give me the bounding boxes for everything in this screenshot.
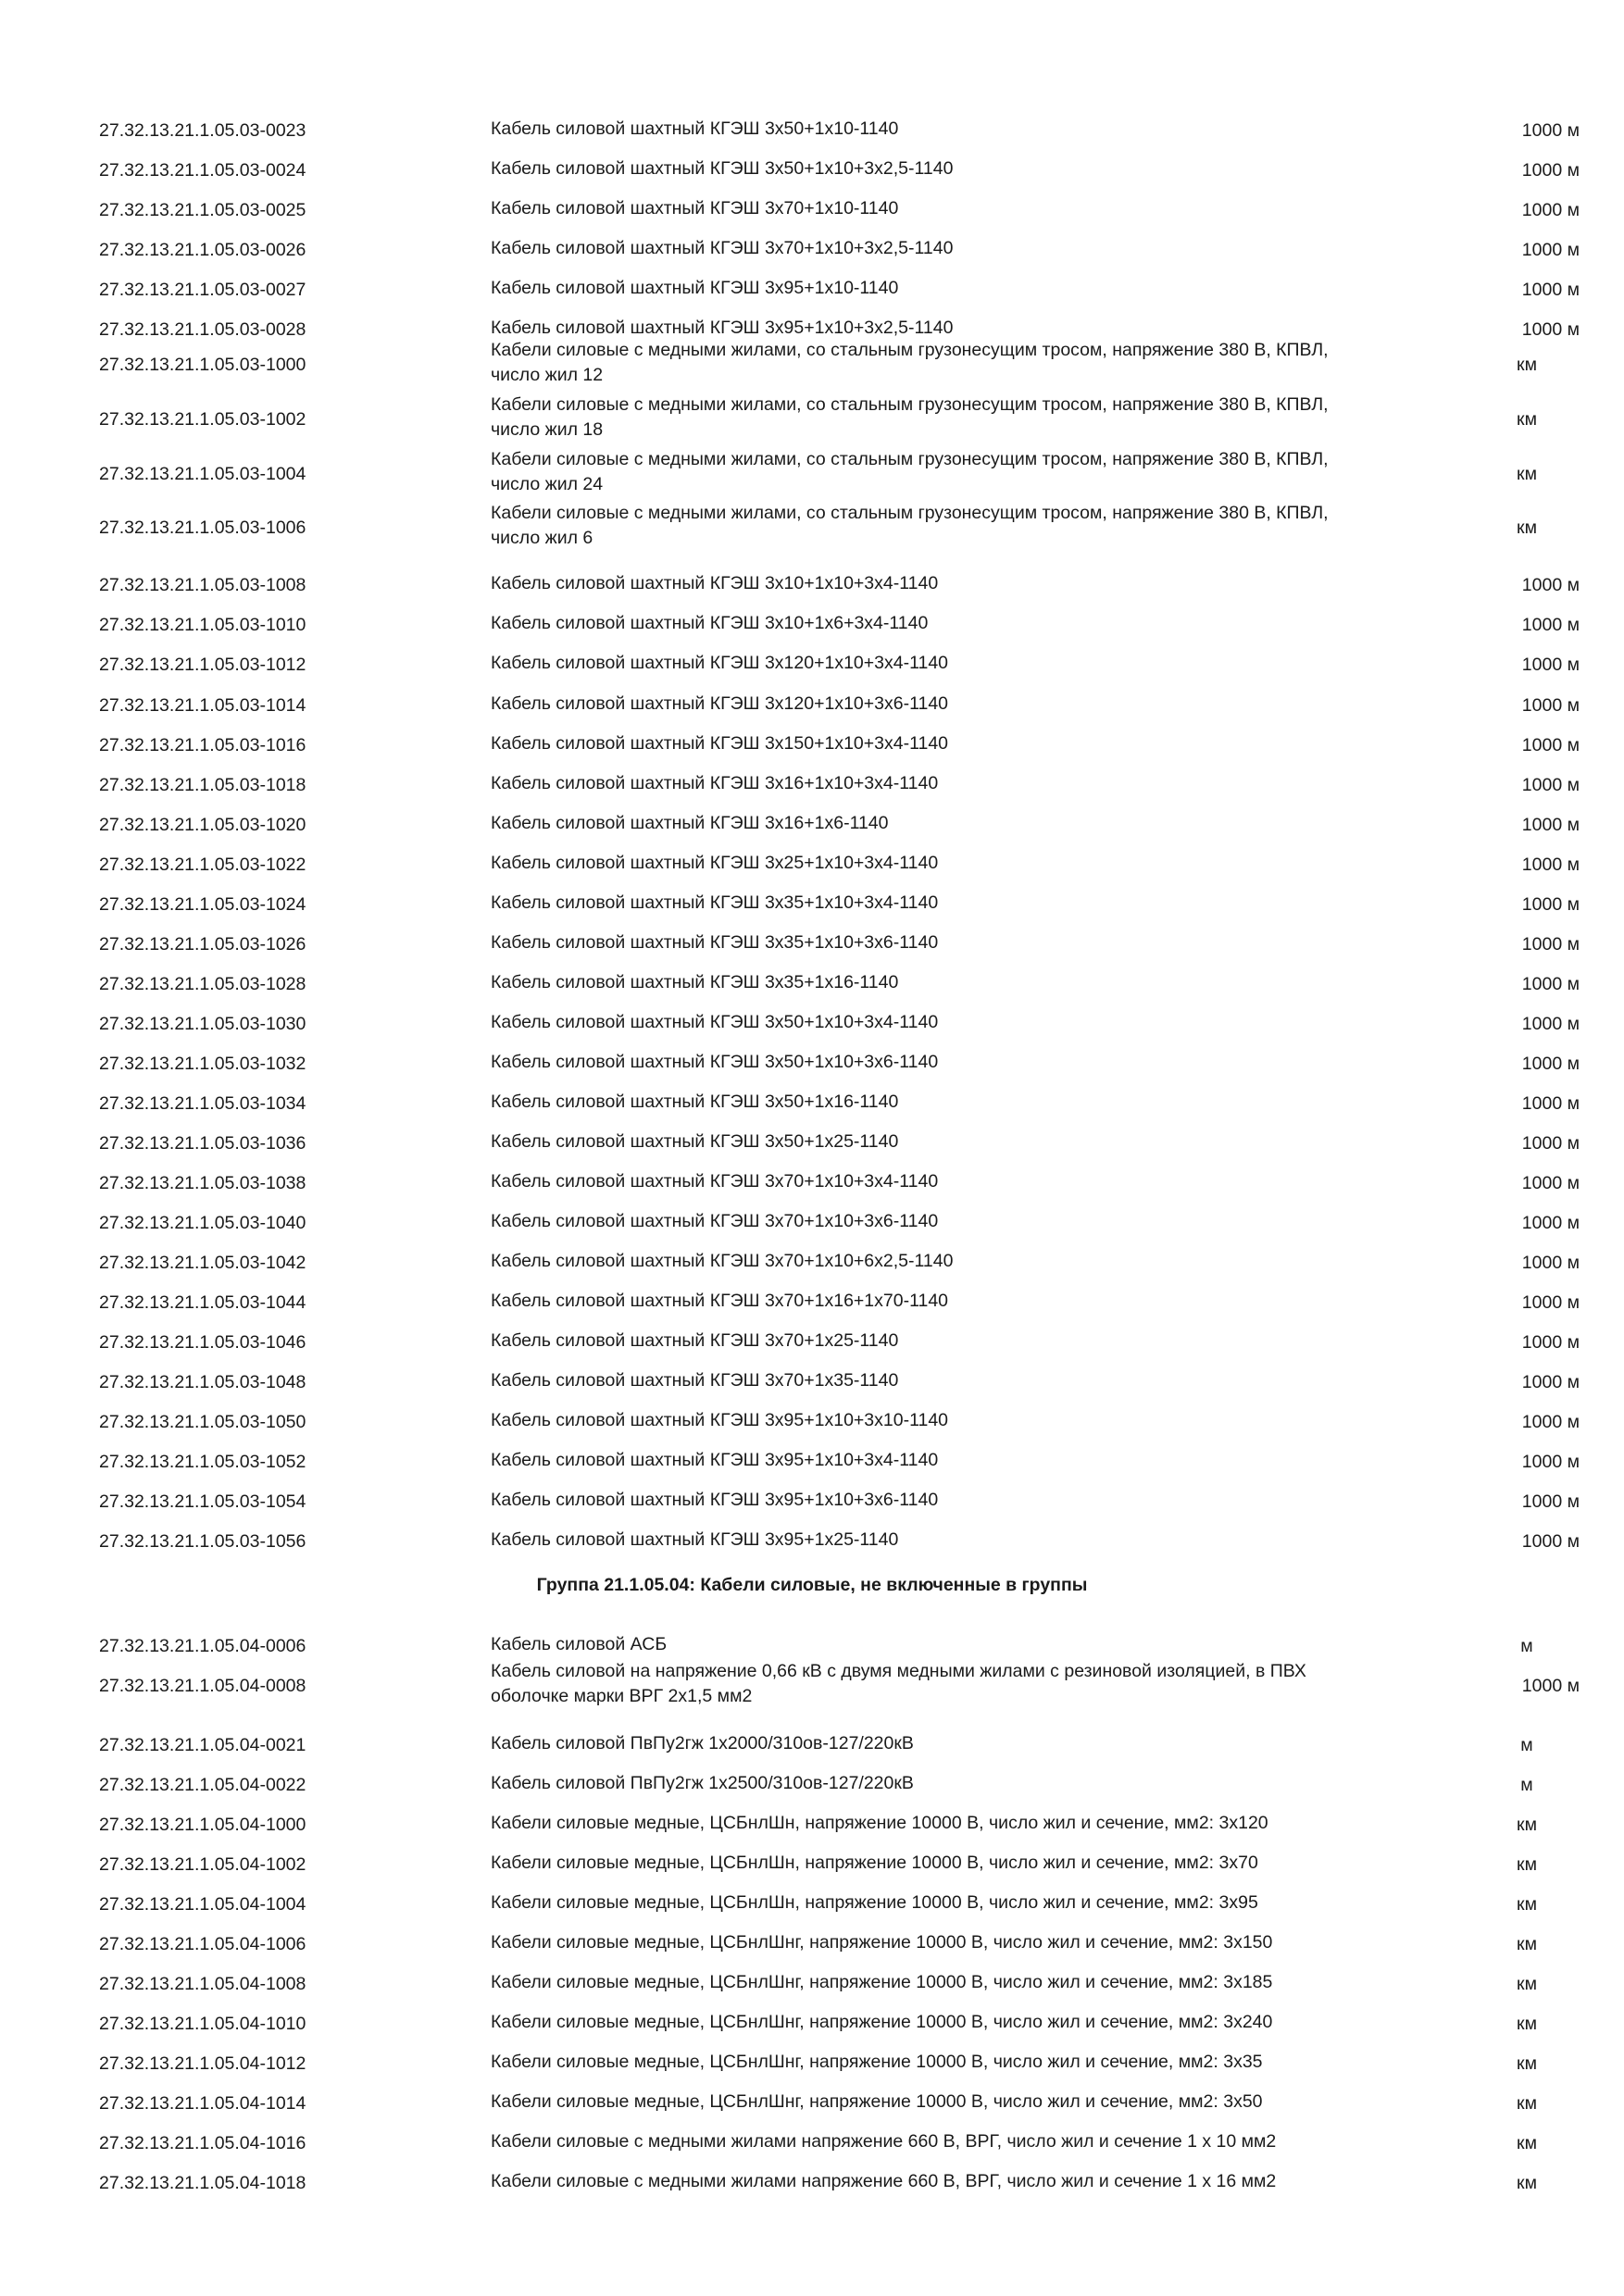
table-row	[0, 1213, 1624, 1238]
table-row	[0, 1452, 1624, 1477]
resource-name	[491, 1129, 1426, 1154]
unit-of-measure: км	[1517, 1894, 1537, 1915]
resource-name	[491, 501, 1426, 551]
table-row	[0, 1531, 1624, 1556]
resource-name	[491, 393, 1426, 443]
resource-code: 27.32.13.21.1.05.04-0006	[99, 1636, 306, 1656]
resource-name-line: Кабели силовые медные, ЦСБнлШнг, напряжение 10000 В, число жил и сечение, мм2: 3х185	[491, 1972, 1273, 1992]
resource-name-line: число жил 6	[491, 528, 593, 548]
resource-name-line: Кабель силовой шахтный КГЭШ 3х16+1х6-1140	[491, 813, 889, 833]
resource-code: 27.32.13.21.1.05.03-1050	[99, 1412, 306, 1432]
unit-of-measure: 1000 м	[1521, 1372, 1580, 1392]
resource-name	[491, 771, 1426, 796]
resource-code: 27.32.13.21.1.05.03-1040	[99, 1213, 306, 1233]
resource-code: 27.32.13.21.1.05.04-0021	[99, 1735, 306, 1755]
table-row	[0, 655, 1624, 680]
unit-of-measure: км	[1517, 1854, 1537, 1875]
resource-name-line: Кабели силовые медные, ЦСБнлШн, напряжение 10000 В, число жил и сечение, мм2: 3х95	[491, 1892, 1258, 1913]
resource-name	[491, 1771, 1426, 1796]
table-row	[0, 1372, 1624, 1397]
resource-name-line: Кабели силовые медные, ЦСБнлШн, напряжение 10000 В, число жил и сечение, мм2: 3х70	[491, 1853, 1258, 1873]
resource-code: 27.32.13.21.1.05.03-0027	[99, 280, 306, 300]
table-row	[0, 1735, 1624, 1760]
resource-code: 27.32.13.21.1.05.03-1032	[99, 1054, 306, 1074]
table-row	[0, 505, 1624, 555]
table-row	[0, 2133, 1624, 2158]
resource-name	[491, 236, 1426, 261]
table-row	[0, 1014, 1624, 1039]
resource-name	[491, 2169, 1426, 2194]
unit-of-measure: 1000 м	[1521, 160, 1580, 181]
resource-name	[491, 1289, 1426, 1314]
resource-code: 27.32.13.21.1.05.03-1034	[99, 1093, 306, 1114]
table-row	[0, 934, 1624, 959]
resource-name	[491, 692, 1426, 717]
resource-code: 27.32.13.21.1.05.03-1024	[99, 894, 306, 915]
unit-of-measure: 1000 м	[1521, 934, 1580, 955]
table-row	[0, 615, 1624, 640]
unit-of-measure: км	[1517, 518, 1537, 538]
unit-of-measure: км	[1517, 2014, 1537, 2034]
unit-of-measure: м	[1520, 1735, 1533, 1755]
resource-name-line: Кабель силовой шахтный КГЭШ 3х95+1х10+3х2,5-1140	[491, 318, 954, 338]
resource-code: 27.32.13.21.1.05.04-1018	[99, 2173, 306, 2193]
resource-name-line: Кабели силовые с медными жилами, со стальным грузонесущим тросом, напряжение 380 В, КПВЛ,	[491, 394, 1329, 415]
table-row	[0, 815, 1624, 840]
unit-of-measure: 1000 м	[1521, 695, 1580, 716]
unit-of-measure: 1000 м	[1521, 1676, 1580, 1696]
unit-of-measure: 1000 м	[1521, 775, 1580, 795]
resource-name	[491, 1368, 1426, 1393]
unit-of-measure: 1000 м	[1521, 655, 1580, 675]
unit-of-measure: 1000 м	[1521, 1491, 1580, 1512]
resource-name-line: Кабель силовой шахтный КГЭШ 3х70+1х16+1х70-1140	[491, 1291, 949, 1311]
resource-name	[491, 276, 1426, 301]
resource-name-line: Кабель силовой шахтный КГЭШ 3х95+1х10+3х10-1140	[491, 1410, 949, 1430]
resource-name-line: Кабель силовой шахтный КГЭШ 3х50+1х10+3х6-1140	[491, 1052, 939, 1072]
resource-code: 27.32.13.21.1.05.03-1000	[99, 355, 306, 375]
unit-of-measure: 1000 м	[1521, 575, 1580, 595]
resource-name	[491, 316, 1426, 341]
resource-code: 27.32.13.21.1.05.04-0022	[99, 1775, 306, 1795]
table-row	[0, 396, 1624, 446]
resource-name	[491, 1408, 1426, 1433]
resource-name-line: оболочке марки ВРГ 2х1,5 мм2	[491, 1686, 753, 1706]
table-row	[0, 2173, 1624, 2198]
table-row	[0, 1491, 1624, 1516]
table-row	[0, 280, 1624, 305]
resource-name-line: Кабели силовые медные, ЦСБнлШнг, напряжение 10000 В, число жил и сечение, мм2: 3х150	[491, 1932, 1273, 1953]
resource-code: 27.32.13.21.1.05.04-1016	[99, 2133, 306, 2153]
resource-name	[491, 811, 1426, 836]
resource-name-line: Кабель силовой шахтный КГЭШ 3х16+1х10+3х4-1140	[491, 773, 939, 793]
table-row	[0, 695, 1624, 720]
table-row	[0, 1815, 1624, 1840]
resource-code: 27.32.13.21.1.05.04-0008	[99, 1676, 306, 1696]
unit-of-measure: км	[1517, 409, 1537, 430]
resource-code: 27.32.13.21.1.05.04-1002	[99, 1854, 306, 1875]
resource-name-line: Кабель силовой шахтный КГЭШ 3х10+1х10+3х4-1140	[491, 573, 939, 593]
resource-name	[491, 1632, 1426, 1657]
resource-name	[491, 611, 1426, 636]
resource-name	[491, 1010, 1426, 1035]
unit-of-measure: 1000 м	[1521, 120, 1580, 141]
resource-name	[491, 571, 1426, 596]
resource-code: 27.32.13.21.1.05.03-1052	[99, 1452, 306, 1472]
unit-of-measure: 1000 м	[1521, 1173, 1580, 1193]
table-row	[0, 1934, 1624, 1959]
resource-code: 27.32.13.21.1.05.03-1008	[99, 575, 306, 595]
resource-name-line: Кабель силовой ПвПу2гж 1х2500/310ов-127/220кВ	[491, 1773, 914, 1793]
unit-of-measure: 1000 м	[1521, 280, 1580, 300]
resource-name	[491, 2050, 1426, 2075]
resource-name	[491, 1488, 1426, 1513]
resource-name	[491, 1209, 1426, 1234]
resource-name	[491, 1050, 1426, 1075]
table-row	[0, 2053, 1624, 2078]
resource-code: 27.32.13.21.1.05.03-1014	[99, 695, 306, 716]
resource-name-line: Кабель силовой шахтный КГЭШ 3х50+1х10-1140	[491, 119, 899, 139]
unit-of-measure: 1000 м	[1521, 974, 1580, 994]
resource-name-line: Кабели силовые медные, ЦСБнлШн, напряжение 10000 В, число жил и сечение, мм2: 3х120	[491, 1813, 1268, 1833]
resource-name	[491, 731, 1426, 756]
table-row	[0, 1093, 1624, 1118]
resource-code: 27.32.13.21.1.05.03-0028	[99, 319, 306, 340]
unit-of-measure: км	[1517, 464, 1537, 484]
unit-of-measure: 1000 м	[1521, 815, 1580, 835]
resource-code: 27.32.13.21.1.05.03-1022	[99, 855, 306, 875]
unit-of-measure: 1000 м	[1521, 1332, 1580, 1353]
unit-of-measure: км	[1517, 355, 1537, 375]
resource-name-line: Кабель силовой шахтный КГЭШ 3х70+1х35-1140	[491, 1370, 899, 1391]
resource-code: 27.32.13.21.1.05.03-1048	[99, 1372, 306, 1392]
table-row	[0, 855, 1624, 880]
table-row	[0, 200, 1624, 225]
table-row	[0, 1332, 1624, 1357]
unit-of-measure: км	[1517, 2173, 1537, 2193]
resource-name-line: Кабель силовой шахтный КГЭШ 3х70+1х10+3х4-1140	[491, 1171, 939, 1192]
resource-name	[491, 117, 1426, 142]
unit-of-measure: 1000 м	[1521, 200, 1580, 220]
resource-name	[491, 1930, 1426, 1955]
resource-name	[491, 447, 1426, 497]
table-row	[0, 1292, 1624, 1317]
resource-code: 27.32.13.21.1.05.04-1012	[99, 2053, 306, 2074]
resource-code: 27.32.13.21.1.05.03-1018	[99, 775, 306, 795]
resource-name-line: Кабель силовой шахтный КГЭШ 3х120+1х10+3х6-1140	[491, 693, 949, 714]
resource-code: 27.32.13.21.1.05.03-1046	[99, 1332, 306, 1353]
table-row	[0, 1133, 1624, 1158]
resource-code: 27.32.13.21.1.05.04-1010	[99, 2014, 306, 2034]
resource-name-line: Кабели силовые с медными жилами напряжение 660 В, ВРГ, число жил и сечение 1 х 10 мм2	[491, 2131, 1277, 2152]
resource-name-line: Кабели силовые медные, ЦСБнлШнг, напряжение 10000 В, число жил и сечение, мм2: 3х35	[491, 2052, 1263, 2072]
unit-of-measure: км	[1517, 1974, 1537, 1994]
resource-code: 27.32.13.21.1.05.03-1028	[99, 974, 306, 994]
table-row	[0, 974, 1624, 999]
resource-name-line: Кабели силовые с медными жилами, со стальным грузонесущим тросом, напряжение 380 В, КПВЛ,	[491, 449, 1329, 469]
resource-code: 27.32.13.21.1.05.03-1016	[99, 735, 306, 755]
table-row	[0, 1854, 1624, 1879]
resource-name-line: Кабель силовой шахтный КГЭШ 3х50+1х10+3х4-1140	[491, 1012, 939, 1032]
resource-code: 27.32.13.21.1.05.03-1042	[99, 1253, 306, 1273]
resource-code: 27.32.13.21.1.05.03-0024	[99, 160, 306, 181]
resource-name-line: число жил 24	[491, 474, 604, 494]
resource-name-line: Кабель силовой ПвПу2гж 1х2000/310ов-127/220кВ	[491, 1733, 914, 1753]
resource-name-line: Кабель силовой шахтный КГЭШ 3х70+1х10+6х2,5-1140	[491, 1251, 954, 1271]
resource-code: 27.32.13.21.1.05.04-1000	[99, 1815, 306, 1835]
unit-of-measure: 1000 м	[1521, 240, 1580, 260]
resource-name-line: Кабель силовой шахтный КГЭШ 3х70+1х25-1140	[491, 1330, 899, 1351]
resource-name	[491, 1448, 1426, 1473]
resource-code: 27.32.13.21.1.05.03-1012	[99, 655, 306, 675]
resource-code: 27.32.13.21.1.05.03-1030	[99, 1014, 306, 1034]
group-heading: Группа 21.1.05.04: Кабели силовые, не включенные в группы	[536, 1575, 1088, 1595]
unit-of-measure: м	[1520, 1775, 1533, 1795]
table-row	[0, 451, 1624, 501]
resource-name	[491, 1329, 1426, 1354]
table-row	[0, 1173, 1624, 1198]
resource-name-line: Кабель силовой шахтный КГЭШ 3х35+1х10+3х6-1140	[491, 932, 939, 953]
table-row	[0, 1775, 1624, 1800]
resource-name-line: Кабель силовой шахтный КГЭШ 3х50+1х16-1140	[491, 1092, 899, 1112]
resource-name-line: Кабель силовой на напряжение 0,66 кВ с двумя медными жилами с резиновой изоляцией, в ПВХ	[491, 1661, 1306, 1681]
resource-name-line: Кабель силовой шахтный КГЭШ 3х35+1х10+3х4-1140	[491, 892, 939, 913]
table-row	[0, 1253, 1624, 1278]
resource-name-line: Кабель силовой шахтный КГЭШ 3х25+1х10+3х4-1140	[491, 853, 939, 873]
resource-code: 27.32.13.21.1.05.04-1014	[99, 2093, 306, 2114]
resource-name-line: Кабели силовые с медными жилами, со стальным грузонесущим тросом, напряжение 380 В, КПВЛ,	[491, 340, 1329, 360]
resource-name	[491, 1169, 1426, 1194]
resource-code: 27.32.13.21.1.05.03-1006	[99, 518, 306, 538]
table-row	[0, 894, 1624, 919]
resource-name-line: Кабель силовой шахтный КГЭШ 3х50+1х10+3х2,5-1140	[491, 158, 954, 179]
unit-of-measure: 1000 м	[1521, 1253, 1580, 1273]
resource-name-line: Кабель силовой шахтный КГЭШ 3х70+1х10-1140	[491, 198, 899, 218]
resource-name	[491, 1659, 1426, 1709]
resource-name-line: Кабель силовой шахтный КГЭШ 3х35+1х16-1140	[491, 972, 899, 992]
resource-name-line: Кабель силовой шахтный КГЭШ 3х120+1х10+3х4-1140	[491, 653, 949, 673]
resource-code: 27.32.13.21.1.05.03-1026	[99, 934, 306, 955]
unit-of-measure: км	[1517, 2093, 1537, 2114]
unit-of-measure: 1000 м	[1521, 1213, 1580, 1233]
unit-of-measure: 1000 м	[1521, 735, 1580, 755]
unit-of-measure: 1000 м	[1521, 319, 1580, 340]
table-row	[0, 1054, 1624, 1079]
resource-name	[491, 338, 1426, 388]
table-row	[0, 1663, 1624, 1713]
resource-name-line: число жил 18	[491, 419, 604, 440]
table-row	[0, 775, 1624, 800]
resource-code: 27.32.13.21.1.05.03-0023	[99, 120, 306, 141]
resource-name	[491, 891, 1426, 916]
resource-code: 27.32.13.21.1.05.03-0026	[99, 240, 306, 260]
resource-name-line: Кабель силовой АСБ	[491, 1634, 668, 1654]
table-row	[0, 160, 1624, 185]
resource-code: 27.32.13.21.1.05.03-1044	[99, 1292, 306, 1313]
resource-code: 27.32.13.21.1.05.03-1002	[99, 409, 306, 430]
resource-name	[491, 1090, 1426, 1115]
resource-name	[491, 1811, 1426, 1836]
table-row	[0, 1894, 1624, 1919]
resource-name-line: Кабели силовые с медными жилами напряжение 660 В, ВРГ, число жил и сечение 1 х 16 мм2	[491, 2171, 1277, 2191]
unit-of-measure: 1000 м	[1521, 855, 1580, 875]
resource-name	[491, 2129, 1426, 2154]
table-row	[0, 1412, 1624, 1437]
table-row	[0, 2093, 1624, 2118]
resource-name-line: Кабель силовой шахтный КГЭШ 3х150+1х10+3х4-1140	[491, 733, 949, 754]
unit-of-measure: 1000 м	[1521, 1014, 1580, 1034]
resource-name	[491, 1731, 1426, 1756]
resource-name	[491, 851, 1426, 876]
resource-name	[491, 2010, 1426, 2035]
table-row	[0, 1636, 1624, 1661]
resource-code: 27.32.13.21.1.05.04-1006	[99, 1934, 306, 1954]
resource-name-line: Кабель силовой шахтный КГЭШ 3х70+1х10+3х2,5-1140	[491, 238, 954, 258]
table-row	[0, 120, 1624, 145]
unit-of-measure: 1000 м	[1521, 894, 1580, 915]
table-row	[0, 240, 1624, 265]
resource-name-line: Кабель силовой шахтный КГЭШ 3х95+1х10+3х6-1140	[491, 1490, 939, 1510]
resource-name	[491, 1249, 1426, 1274]
resource-name-line: Кабели силовые с медными жилами, со стальным грузонесущим тросом, напряжение 380 В, КПВЛ,	[491, 503, 1329, 523]
resource-name	[491, 1528, 1426, 1553]
resource-code: 27.32.13.21.1.05.03-1036	[99, 1133, 306, 1154]
unit-of-measure: 1000 м	[1521, 1412, 1580, 1432]
unit-of-measure: км	[1517, 1934, 1537, 1954]
resource-name	[491, 1970, 1426, 1995]
resource-code: 27.32.13.21.1.05.03-1056	[99, 1531, 306, 1552]
resource-name-line: Кабель силовой шахтный КГЭШ 3х10+1х6+3х4-1140	[491, 613, 929, 633]
table-row	[0, 575, 1624, 600]
unit-of-measure: км	[1517, 1815, 1537, 1835]
unit-of-measure: 1000 м	[1521, 1093, 1580, 1114]
resource-name	[491, 1890, 1426, 1915]
table-row	[0, 2014, 1624, 2039]
resource-name-line: Кабель силовой шахтный КГЭШ 3х95+1х10+3х4-1140	[491, 1450, 939, 1470]
resource-code: 27.32.13.21.1.05.03-1004	[99, 464, 306, 484]
unit-of-measure: 1000 м	[1521, 1452, 1580, 1472]
resource-code: 27.32.13.21.1.05.03-1038	[99, 1173, 306, 1193]
resource-code: 27.32.13.21.1.05.03-1054	[99, 1491, 306, 1512]
resource-code: 27.32.13.21.1.05.03-0025	[99, 200, 306, 220]
resource-code: 27.32.13.21.1.05.04-1008	[99, 1974, 306, 1994]
resource-name-line: Кабели силовые медные, ЦСБнлШнг, напряжение 10000 В, число жил и сечение, мм2: 3х240	[491, 2012, 1273, 2032]
resource-name-line: Кабель силовой шахтный КГЭШ 3х70+1х10+3х6-1140	[491, 1211, 939, 1231]
unit-of-measure: км	[1517, 2133, 1537, 2153]
unit-of-measure: 1000 м	[1521, 1054, 1580, 1074]
resource-name-line: Кабель силовой шахтный КГЭШ 3х50+1х25-1140	[491, 1131, 899, 1152]
resource-name-line: число жил 12	[491, 365, 604, 385]
resource-code: 27.32.13.21.1.05.03-1010	[99, 615, 306, 635]
resource-name	[491, 651, 1426, 676]
resource-name-line: Кабель силовой шахтный КГЭШ 3х95+1х10-1140	[491, 278, 899, 298]
resource-name	[491, 2090, 1426, 2115]
resource-name	[491, 970, 1426, 995]
resource-name	[491, 930, 1426, 955]
resource-name	[491, 196, 1426, 221]
unit-of-measure: м	[1520, 1636, 1533, 1656]
table-row	[0, 342, 1624, 392]
unit-of-measure: 1000 м	[1521, 1133, 1580, 1154]
resource-name-line: Кабель силовой шахтный КГЭШ 3х95+1х25-1140	[491, 1529, 899, 1550]
unit-of-measure: 1000 м	[1521, 1292, 1580, 1313]
unit-of-measure: 1000 м	[1521, 1531, 1580, 1552]
resource-code: 27.32.13.21.1.05.04-1004	[99, 1894, 306, 1915]
table-row	[0, 735, 1624, 760]
resource-name	[491, 1851, 1426, 1876]
unit-of-measure: км	[1517, 2053, 1537, 2074]
resource-name-line: Кабели силовые медные, ЦСБнлШнг, напряжение 10000 В, число жил и сечение, мм2: 3х50	[491, 2091, 1263, 2112]
resource-name	[491, 156, 1426, 181]
table-row	[0, 1974, 1624, 1999]
resource-code: 27.32.13.21.1.05.03-1020	[99, 815, 306, 835]
unit-of-measure: 1000 м	[1521, 615, 1580, 635]
